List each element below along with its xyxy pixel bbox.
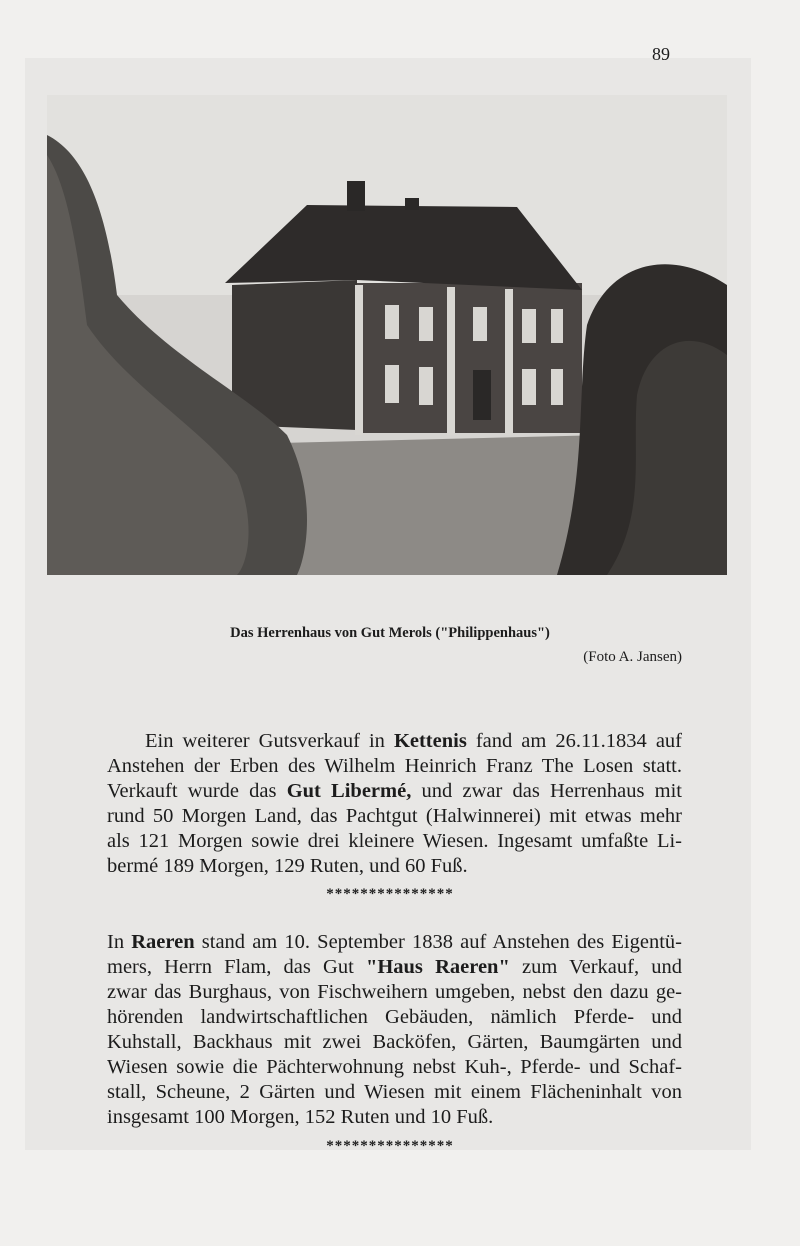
text-line [107,779,682,804]
text-line [107,804,682,829]
text-line [107,854,682,879]
paragraph-kettenis [107,729,682,879]
bold-text: Raeren [131,931,195,953]
text-line [107,1030,682,1055]
text-line [107,1080,682,1105]
text-segment: mers, Herrn Flam, das Gut [107,956,366,978]
text-segment: als 121 Morgen sowie drei kleinere Wiesen. Ingesamt umfaßte Li- [107,830,682,852]
paragraph-raeren [107,930,682,1130]
bold-text: Kettenis [393,730,467,752]
text-line [107,1055,682,1080]
photo-caption: Das Herrenhaus von Gut Merols ("Philippenhaus") [230,625,550,641]
text-segment: rund 50 Morgen Land, das Pachtgut (Halwinnerei) mit etwas mehr [107,805,682,827]
text-line [107,955,682,980]
text-line [107,829,682,854]
text-segment: Verkauft wurde das [107,780,287,802]
text-segment: zwar das Burghaus, von Fischweihern umgeben, nebst den dazu ge- [107,981,682,1003]
section-separator: *************** [326,886,454,902]
page-number: 89 [652,44,670,64]
text-segment: Wiesen sowie die Pächterwohnung nebst Kuh-, Pferde- und Schaf- [107,1056,682,1078]
text-segment: hörenden landwirtschaftlichen Gebäuden, nämlich Pferde- und [107,1006,682,1028]
text-line [107,1105,682,1130]
text-line [107,729,682,754]
text-line [107,980,682,1005]
text-segment: Anstehen der Erben des Wilhelm Heinrich Franz The Losen statt. [107,755,682,777]
text-segment: bermé 189 Morgen, 129 Ruten, und 60 Fuß. [107,855,468,877]
bold-text: Gut Libermé, [286,780,412,802]
text-segment: stand am 10. September 1838 auf Anstehen des Eigentü- [194,931,682,953]
text-segment: Ein weiterer Gutsverkauf in [145,730,394,752]
photo-credit: (Foto A. Jansen) [583,649,682,665]
text-line [107,1005,682,1030]
text-segment: und zwar das Herrenhaus mit [411,780,682,802]
text-line [107,930,682,955]
text-segment: insgesamt 100 Morgen, 152 Ruten und 10 Fuß. [107,1106,494,1128]
text-segment: In [107,931,132,953]
house-photo [47,95,727,575]
text-segment: fand am 26.11.1834 auf [466,730,682,752]
text-segment: Kuhstall, Backhaus mit zwei Backöfen, Gärten, Baumgärten und [107,1031,682,1053]
text-line [107,754,682,779]
bold-text: "Haus Raeren" [365,956,510,978]
text-segment: stall, Scheune, 2 Gärten und Wiesen mit einem Flächeninhalt von [107,1081,682,1103]
section-separator: *************** [326,1138,454,1154]
text-segment: zum Verkauf, und [509,956,683,978]
